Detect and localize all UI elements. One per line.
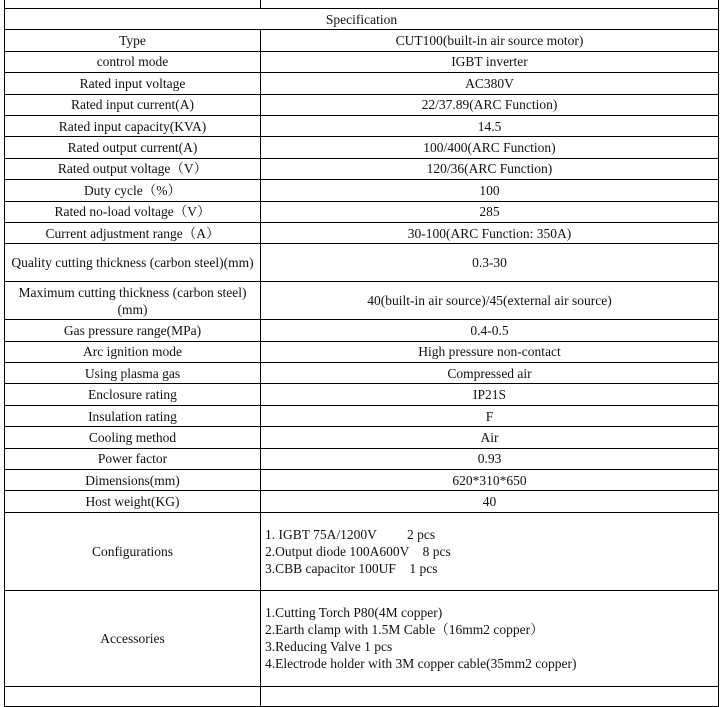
- row-label: Dimensions(mm): [5, 470, 261, 491]
- list-item: 3.CBB capacitor 100UF 1 pcs: [265, 560, 438, 576]
- table-bottom-strip: [5, 686, 719, 706]
- table-row: [5, 51, 719, 72]
- row-value: 285: [261, 201, 719, 222]
- row-value: AC380V: [261, 73, 719, 94]
- row-label: Using plasma gas: [5, 363, 261, 384]
- row-label: Rated input capacity(KVA): [5, 115, 261, 136]
- table-row: [5, 222, 719, 243]
- accessories-row: [5, 590, 719, 686]
- table-row: [5, 94, 719, 115]
- row-label: Cooling method: [5, 427, 261, 448]
- row-label: Power factor: [5, 448, 261, 469]
- configurations-label: Configurations: [5, 512, 261, 590]
- table-row: [5, 363, 719, 384]
- table-row: [5, 73, 719, 94]
- row-value: Air: [261, 427, 719, 448]
- table-row: [5, 384, 719, 405]
- row-label: Maximum cutting thickness (carbon steel)(mm): [5, 282, 261, 320]
- row-value: F: [261, 405, 719, 426]
- row-label: Duty cycle（%）: [5, 180, 261, 201]
- row-value: 100/400(ARC Function): [261, 137, 719, 158]
- row-label: Rated output current(A): [5, 137, 261, 158]
- configurations-row: [5, 512, 719, 590]
- row-value: 120/36(ARC Function): [261, 158, 719, 179]
- row-value: 100: [261, 180, 719, 201]
- row-value: 30-100(ARC Function: 350A): [261, 222, 719, 243]
- table-row: [5, 470, 719, 491]
- row-label: control mode: [5, 51, 261, 72]
- row-value: 40(built-in air source)/45(external air source): [261, 282, 719, 320]
- table-title: Specification: [5, 9, 719, 30]
- table-row: [5, 427, 719, 448]
- row-label: Rated output voltage（V）: [5, 158, 261, 179]
- table-title-row: [5, 9, 719, 30]
- table-row: [5, 341, 719, 362]
- table-row: [5, 158, 719, 179]
- row-value: IP21S: [261, 384, 719, 405]
- row-label: Enclosure rating: [5, 384, 261, 405]
- table-row: [5, 244, 719, 282]
- accessories-label: Accessories: [5, 590, 261, 686]
- spec-table: [4, 0, 719, 707]
- row-value: CUT100(built-in air source motor): [261, 30, 719, 51]
- list-item: 1.Cutting Torch P80(4M copper): [265, 605, 443, 621]
- row-label: Host weight(KG): [5, 491, 261, 512]
- table-row: [5, 448, 719, 469]
- row-label: Gas pressure range(MPa): [5, 320, 261, 341]
- spec-table-container: [4, 0, 718, 707]
- table-row: [5, 115, 719, 136]
- row-label: Insulation rating: [5, 405, 261, 426]
- list-item: 3.Reducing Valve 1 pcs: [265, 639, 393, 655]
- row-value: 0.93: [261, 448, 719, 469]
- row-label: Rated input current(A): [5, 94, 261, 115]
- table-row: [5, 180, 719, 201]
- row-value: High pressure non-contact: [261, 341, 719, 362]
- row-value: Compressed air: [261, 363, 719, 384]
- table-row: [5, 30, 719, 51]
- table-row: [5, 137, 719, 158]
- row-value: 0.4-0.5: [261, 320, 719, 341]
- row-value: 620*310*650: [261, 470, 719, 491]
- row-label: Quality cutting thickness (carbon steel)(mm): [5, 244, 261, 282]
- table-row: [5, 282, 719, 320]
- accessories-list: [261, 590, 719, 686]
- row-label: Arc ignition mode: [5, 341, 261, 362]
- table-row: [5, 201, 719, 222]
- row-label: Type: [5, 30, 261, 51]
- row-label: Rated input voltage: [5, 73, 261, 94]
- list-item: 2.Earth clamp with 1.5M Cable（16mm2 copper）: [265, 622, 544, 638]
- row-value: IGBT inverter: [261, 51, 719, 72]
- row-value: 14.5: [261, 115, 719, 136]
- row-label: Rated no-load voltage（V）: [5, 201, 261, 222]
- row-value: 0.3-30: [261, 244, 719, 282]
- list-item: 2.Output diode 100A600V 8 pcs: [265, 543, 451, 559]
- row-value: 22/37.89(ARC Function): [261, 94, 719, 115]
- row-value: 40: [261, 491, 719, 512]
- table-row: [5, 320, 719, 341]
- row-label: Current adjustment range（A）: [5, 222, 261, 243]
- configurations-list: [261, 512, 719, 590]
- table-row: [5, 405, 719, 426]
- list-item: 4.Electrode holder with 3M copper cable(35mm2 copper): [265, 656, 577, 672]
- list-item: 1. IGBT 75A/1200V 2 pcs: [265, 526, 436, 542]
- table-top-strip: [5, 0, 719, 9]
- table-row: [5, 491, 719, 512]
